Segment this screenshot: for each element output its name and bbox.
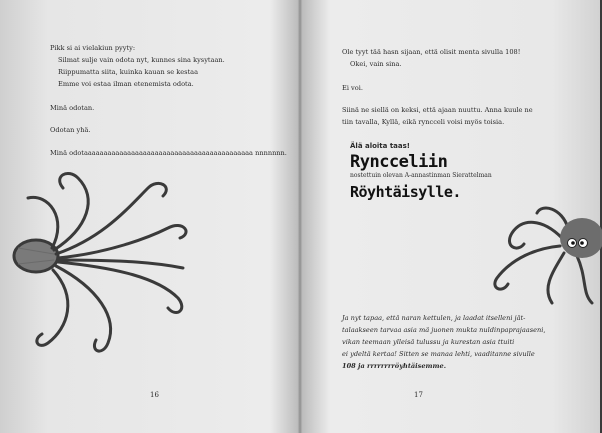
text-line: Ole tyyt tää hasn sijaan, että olisit menta sivulla 108! xyxy=(342,48,521,56)
text-line: tiin tavalla, Kyllä, eikä ryncceli voisi myös toisia. xyxy=(342,118,505,126)
left-page xyxy=(0,0,298,433)
text-line: vikan teemaan ylleisä tulussu ja kurestan asia ttuiti xyxy=(342,338,515,346)
text-line: 108 ja rrrrrrrröyhtäisemme. xyxy=(342,362,447,370)
text-line: Ja nyt tapaa, että naran kettulen, ja laadat itselleni jät- xyxy=(342,314,526,322)
callout-subtitle: nostettuin olevan A-annastinman Sierattelman xyxy=(350,172,492,179)
text-line: Siinä ne siellä on keksi, että ajaan nuuttu. Anna kuule ne xyxy=(342,106,533,114)
page-number: 17 xyxy=(414,391,423,399)
octopus-illustration-right xyxy=(482,198,602,308)
text-line: Riippumatta siita, kuinka kauan se kestaa xyxy=(58,68,198,76)
text-line: talaakseen tarvaa asia mä juonen mukta nuldinpaprajaaseni, xyxy=(342,326,546,334)
text-line: Okei, vain sina. xyxy=(350,60,402,68)
text-line: Minä odotan. xyxy=(50,104,95,112)
text-line: ei ydeltä kertaa! Sitten se manaa lehti, vaaditanne sivulle xyxy=(342,350,535,358)
text-line: Pikk si ai vielakiun pyyty: xyxy=(50,44,136,52)
text-line: Odotan yhä. xyxy=(50,126,91,134)
text-line: Ei voi. xyxy=(342,84,363,92)
hand-lettered-word: Ryncceliin xyxy=(350,152,448,172)
hand-lettered-word: Röyhtäisylle. xyxy=(350,183,461,201)
text-line: Emme voi estaa ilman etenemista odota. xyxy=(58,80,194,88)
page-number: 16 xyxy=(150,391,159,399)
right-page xyxy=(302,0,600,433)
text-line: Minä odotaaaaaaaaaaaaaaaaaaaaaaaaaaaaaaaaaaaaaaaaaaa nnnnnnn. xyxy=(50,149,287,157)
octopus-illustration-left xyxy=(8,168,208,368)
callout-title: Älä aloita taas! xyxy=(350,142,410,150)
text-line: Silmat sulje vain odota nyt, kunnes sina kysytaan. xyxy=(58,56,225,64)
